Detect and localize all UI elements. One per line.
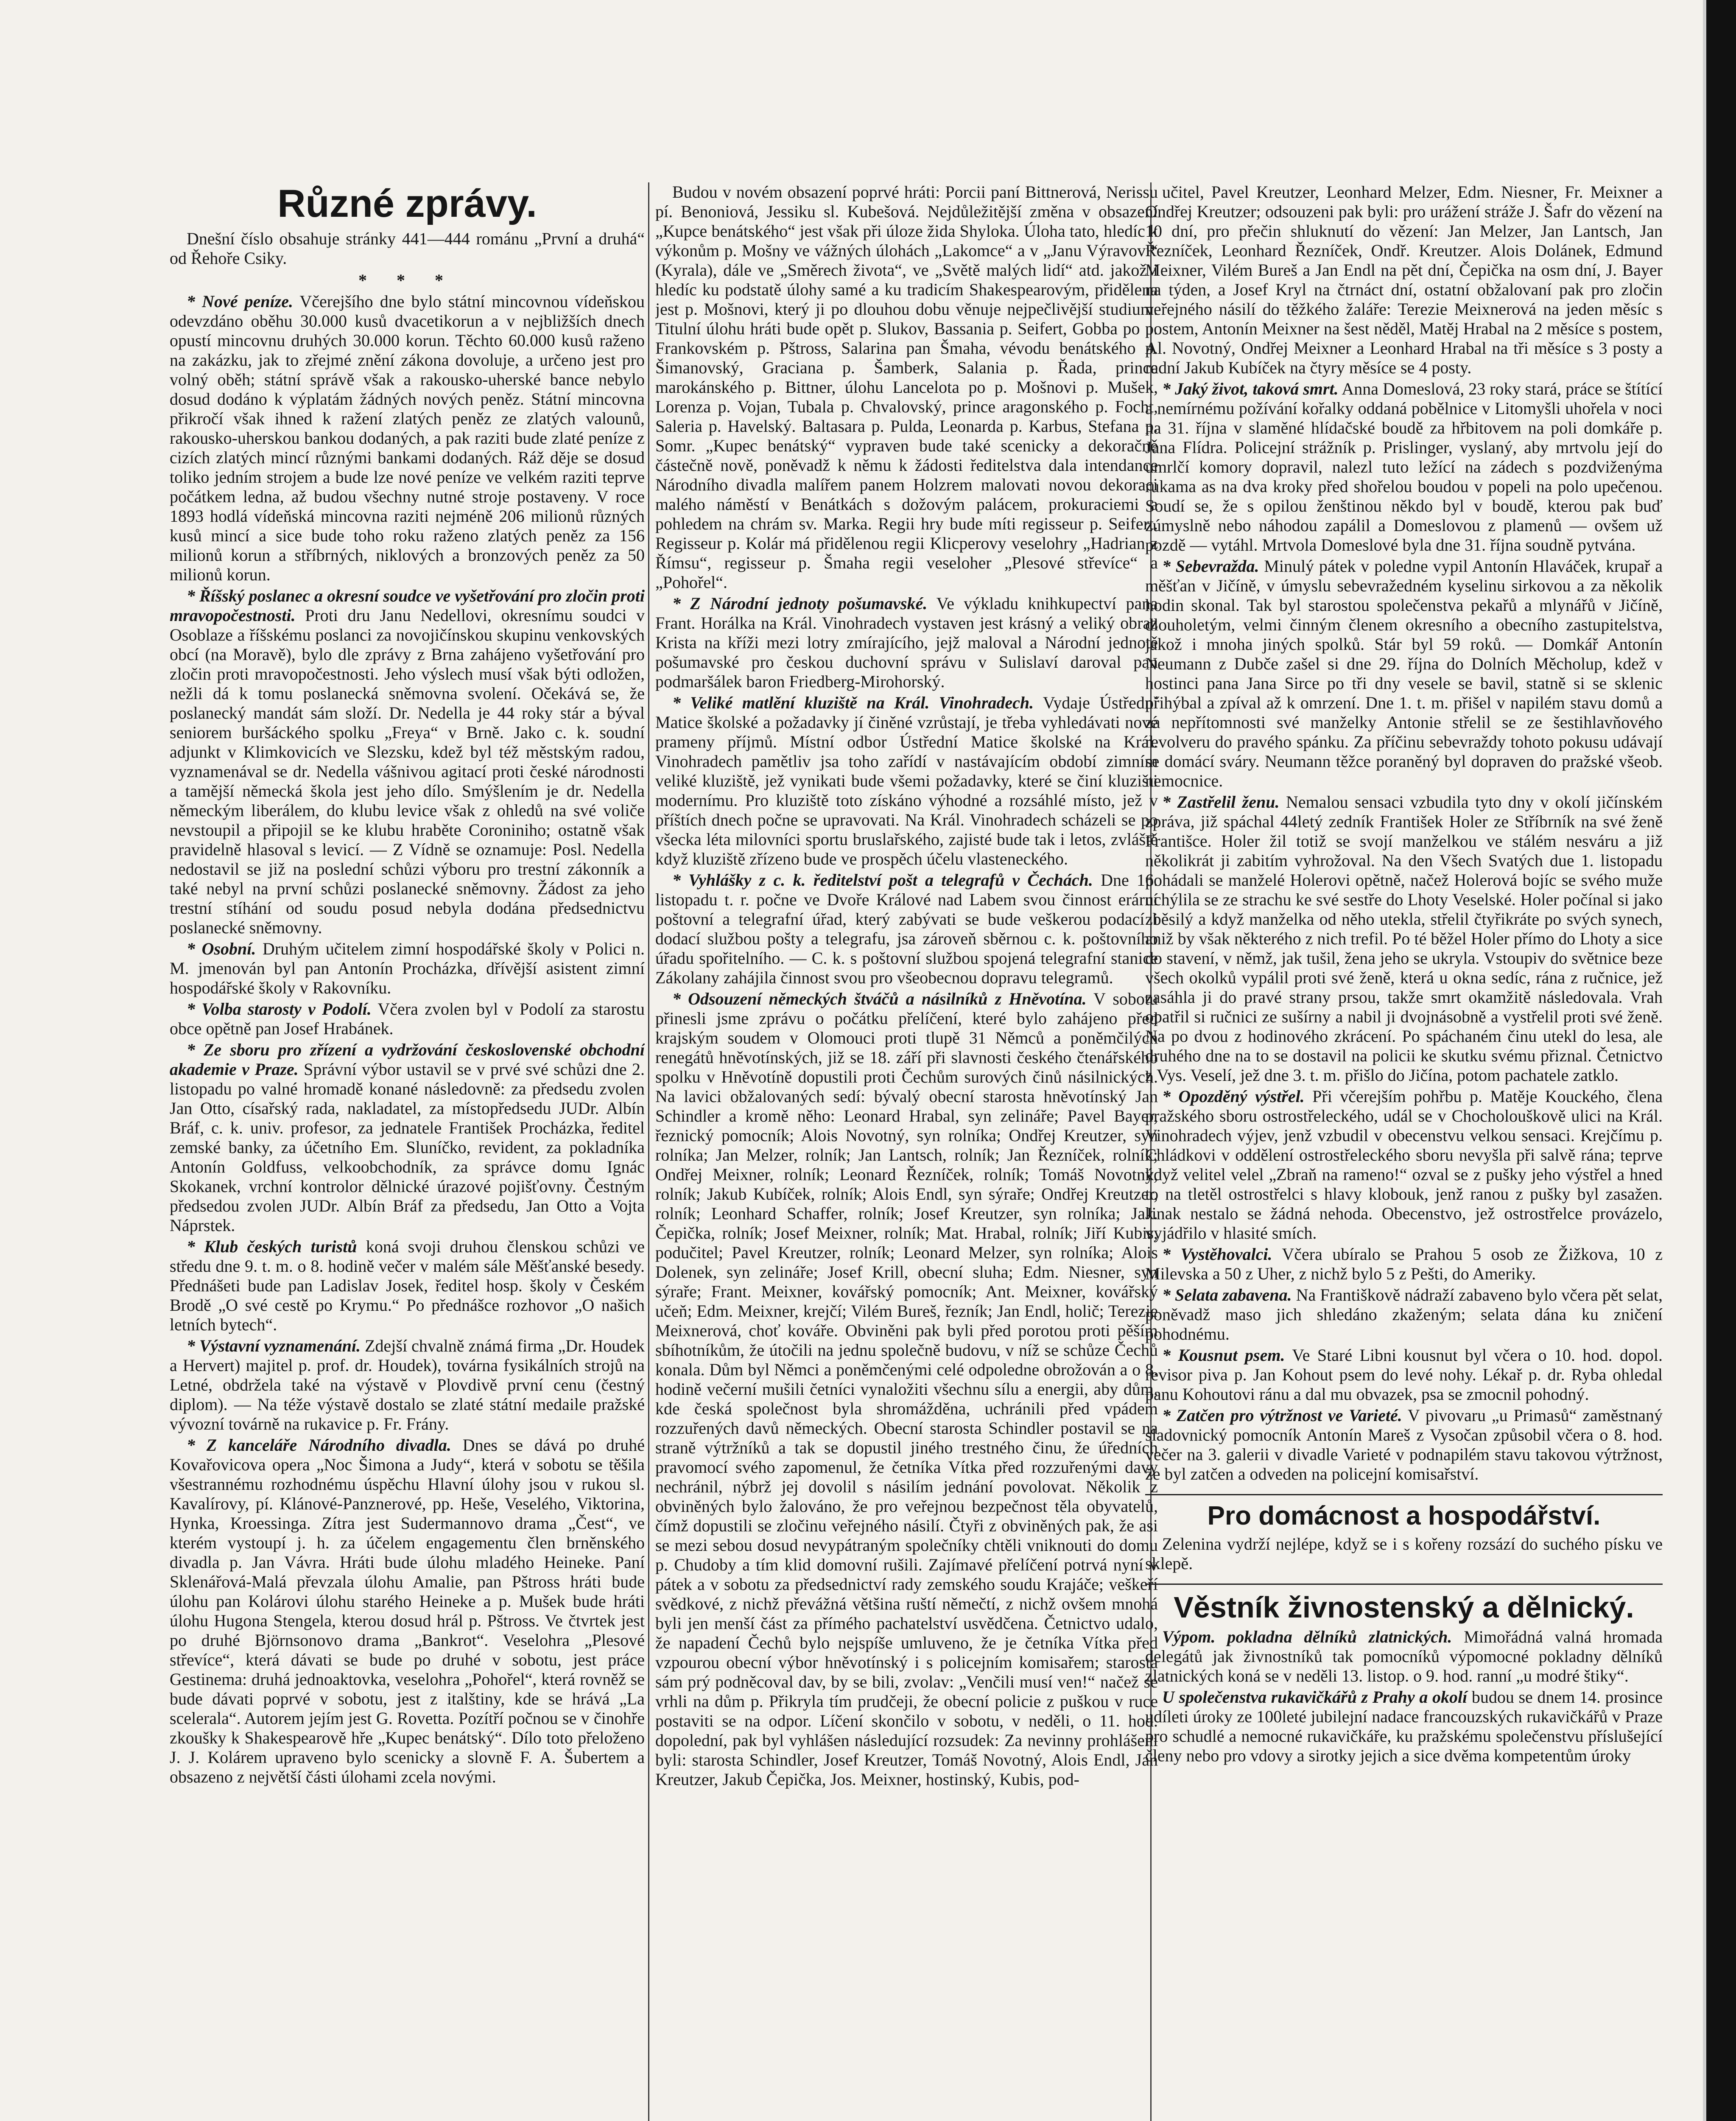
column-1 bbox=[170, 182, 645, 2121]
news-item-heading: * Opozděný výstřel. bbox=[1162, 1087, 1305, 1106]
news-item-text: Dnes se dává po druhé Kovařovicova opera „Noc Šimona a Judy“, která v sobotu se těšila všestrannému rozhodnému úspěchu Hlavní úlohy jsou v rukou sl. Kavalírovy, pí. Klánové-Panznerové, pp. Heše, Veselého, Viktorina, Hynka, Kroessinga. Zítra jest Sudermannovo drama „Čest“, ve kterém vystoupí j. h. za účelem engagementu člen brněnského divadla p. Jan Vávra. Hráti bude úlohu mladého Heineke. Paní Sklenářová-Malá převzala úlohu Amalie, pan Pštross hráti bude úlohu pan Kolárovi úlohu starého Heineke a p. Mušek bude hráti úlohu Hugona Stengela, kterou dosud hrál p. Pštross. Ve čtvrtek jest po druhé Björnsonovo drama „Bankrot“. Veselohra „Plesové střevíce“, která dávati se bude po druhé v sobotu, jest práce Gestinema: druhá jednoaktovka, veselohra „Pohořel“, která rovněž se bude dávati poprvé v sobotu, jest z italštiny, kde se hrává „La scelerala“. Autorem jejím jest G. Rovetta. Pozítří počnou se v činohře zkoušky k Shakespearově hře „Kupec benátský“. Dílo toto přeloženo J. J. Kolárem upraveno bylo scenicky a slovně F. A. Šubertem a obsazeno z největší části úlohami zcela novými. bbox=[170, 1435, 645, 1786]
news-item-text: Nemalou sensaci vzbudila tyto dny v okolí jičínském zpráva, již spáchal 44letý zedník František Holer ze Stříbrník na své ženě Františce. Holer žil totiž se svojí manželkou ve stálém nesváru a již několikrát ji zabitím vyhrožoval. Na den Všech Svatých due 1. listopadu pohádali se manželé Holerovi opětně, načež Holerová bojíc se svého muže uchýlila se ze strachu ke své sestře do Lhoty Veselské. Holer počínal si jako zběsilý a když manželka od něho utekla, střelil čtyřikráte po svých synech, aniž by však některého z nich trefil. Po té běžel Holer přímo do Lhoty a sice do stavení, v němž, jak tušil, žena jeho se ukryla. Vstoupiv do světnice beze všech okolků vypálil proti své ženě, která u okna sedíc, rána z ručnice, jež zasáhla ji do pravé strany prsou, takže smrt okamžitě následovala. Vrah opatřil si ručnici ze sušírny a nabil ji dvojnásobně a vystřelil proti své ženě. Na po dvou z hodinového zkrácení. Po spáchaném činu utekl do lesa, ale druhého dne na to se dostavil na policii ke skutku svému přiznal. Četnictvo z Vys. Veselí, jež dne 3. t. m. přišlo do Jičína, potom pachatele zatklo. bbox=[1145, 792, 1663, 1085]
news-item bbox=[1145, 1245, 1663, 1284]
news-item bbox=[1145, 557, 1663, 791]
news-item-heading: * Selata zabavena. bbox=[1162, 1285, 1292, 1304]
news-item-heading: * Odsouzení německých štváčů a násilníků z Hněvotína. bbox=[672, 989, 1087, 1008]
news-item-heading: * Jaký život, taková smrt. bbox=[1162, 379, 1339, 398]
news-item-text: Vydaje Ústřední Matice školské a požadavky jí činěné vzrůstají, je třeba vyhledávati nové prameny příjmů. Místní odbor Ústřední Matice školské na Král. Vinohradech pamětliv jsa toho zařídí v nastávajícím období zimním veliké kluziště, jež vynikati bude všemi požadavky, které se činí kluzišti modernímu. Pro kluziště toto získáno výhodné a rozsáhlé místo, jež v příštích dnech počne se upravovati. Na Král. Vinohradech scházeli se po všecka léta milovníci sportu bruslařského, zajisté bude tak i letos, zvláště když kluziště zřízeno bude ve prospěch účelu vlasteneckého. bbox=[655, 693, 1158, 868]
news-item bbox=[170, 939, 645, 998]
news-item-heading: * Ze sboru pro zřízení a vydržování československé obchodní akademie v Praze. bbox=[170, 1040, 645, 1079]
news-item bbox=[655, 870, 1158, 988]
news-item-text: Při včerejším pohřbu p. Matěje Kouckého, člena pražského sboru ostrostřeleckého, udál se v Chocholouškově ulici na Král. Vinohradech výjev, jenž vzbudil v obecenstvu velkou sensaci. Krejčímu p. Chládkovi v oddělení ostrostřeleckého sboru nevyšla při salvě rána; teprve když velitel velel „Zbraň na rameno!“ ozval se z pušky jeho výstřel a hned to na tletěl ostrostřelci s hlavy klobouk, jenž ranou z pušky byl zasažen. Jinak nestalo se žádná nehoda. Obecenstvo, jež ostrostřelce provázelo, vyjádřilo v hlasité smích. bbox=[1145, 1087, 1663, 1242]
news-item-text: V pivovaru „u Primasů“ zaměstnaný sladovnický pomocník Antonín Mareš z Vysočan způsobil včera o 8. hod. večer na 3. galerii v divadle Varieté v podnapilém stavu takovou výtržnost, že byl zatčen a odveden na policejní komisařství. bbox=[1145, 1406, 1663, 1483]
news-item bbox=[655, 182, 1158, 592]
intro-note: Dnešní číslo obsahuje stránky 441—444 románu „První a druhá“ od Řehoře Csiky. bbox=[170, 229, 645, 268]
news-item bbox=[655, 989, 1158, 1789]
column-divider bbox=[648, 182, 649, 2121]
news-item-heading: * Zatčen pro výtržnost ve Varieté. bbox=[1162, 1406, 1402, 1425]
trade-items bbox=[1145, 1627, 1663, 1766]
news-item-text: V sobotu přinesli jsme zprávu o počátku přelíčení, které bylo zahájeno před krajským soudem v Olomouci proti tlupě 31 Němců a poněmčilých renegátů hněvotínských, již se 18. září při slavnosti českého čtenářského spolku v Hněvotíně dopustili proti Čechům surových činů násilnických. Na lavici obžalovaných sedí: bývalý obecní starosta hněvotínský Jan Schindler a kromě něho: Leonard Hrabal, syn zelináře; Pavel Bayer, řeznický pomocník; Alois Novotný, syn rolníka; Ondřej Kreutzer, syn rolníka; Jan Melzer, rolník; Jan Lantsch, rolník; Jan Řezníček, rolník; Ondřej Meixner, rolník; Leonard Řezníček, rolník; Tomáš Novotný, rolník; Jakub Kubíček, rolník; Alois Endl, syn sýraře; Ondřej Kreutzer, rolník; Leonhard Schaffer, rolník; Josef Kreutzer, syn rolníka; Jak. Čepička, rolník; Josef Meixner, rolník; Mat. Hrabal, rolník; Jiří Kubis, podučitel; Pavel Kreutzer, rolník; Leonard Melzer, syn rolníka; Alois Dolenek, syn zelináře; Josef Krill, obecní sluha; Edm. Niesner, syn sýraře; Frant. Meixner, kovářský pomocník; Ant. Meixner, kovářský učeň; Edm. Meixner, krejčí; Vilém Bureš, řezník; Jan Endl, holič; Terezie Meixnerová, choť kováře. Obviněni pak byli před porotou proti pěším sbíhotníkům, že útočili na jednu společně budovu, v níž se schůze Čechů konala. Dům byl Němci a poněmčenými celé odpoledne obrožován a o 8. hodině večerní mušili četníci vynaložiti všechnu sílu a energii, aby dům, kde česká společnost byla shromážděna, uchránili před vpádem rozzuřených davů německých. Obecní starosta Schindler postavil se na straně výtržníků a tak se dopustil jiného trestného činu, že úředních pravomocí svého zapomenul, že četníka Vítka před rozzuřenými davy nechránil, nýbrž jej dovolil s násilím jednání povolovat. Několik z obviněných bylo žalováno, že pro veřejnou bezpečnost těla obyvatelů, čímž dopustili se zločinu veřejného násilí. Čtyři z obviněných pak, že asi se mezi sebou dosud nevypátraným společníky chtěli vniknouti do domu p. Chudoby a tím klid domovní rušili. Zajímavé přelíčení potrvá nyní v pátek a v sobotu za předsednictví rady zemského soudu Krajáče; veškeří svědkové, z nichž převážná většina ruští němečtí, z nichž ovšem mnohá byli jen menší část za přímého pachatelství usvědčena. Četnictvo udalo, že napadení Čechů bylo nejspíše umluveno, že je četníka Vítka před vzpourou obecní výbor hněvotínský i s policejním komisařem; starosta sám prý podněcoval dav, by se bili, zvolav: „Venčili musí ven!“ načež se vrhli na dům p. Přikryla tím prudčeji, že obecní policie z puškou v ruce postaviti se na odpor. Líčení skončilo v sobotu, v neděli, o 11. hod. dopolední, pak byl vyhlášen následující rozsudek: Za nevinny prohlášeni byli: starosta Schindler, Josef Kreutzer, Tomáš Novotný, Alois Endl, Jan Kreutzer, Jakub Čepička, Jos. Meixner, hostinský, Kubis, pod- bbox=[655, 989, 1158, 1789]
news-item bbox=[1145, 379, 1663, 555]
column-3-items bbox=[1145, 182, 1663, 1484]
news-item bbox=[1145, 1627, 1663, 1686]
news-item-text: Druhým učitelem zimní hospodářské školy v Polici n. M. jmenován byl pan Antonín Procházka, dřívější asistent zimní hospodářské školy v Rakovníku. bbox=[170, 939, 645, 997]
news-item-heading: * Vyhlášky z c. k. ředitelství pošt a telegrafů v Čechách. bbox=[672, 870, 1093, 890]
news-item-text: Včerejšího dne bylo státní mincovnou vídeňskou odevzdáno oběhu 30.000 kusů dvacetikorun a v nejbližších dnech opustí mincovnu druhých 30.000 korun. Těchto 60.000 kusů raženo na zakázku, jak to zřejmé znění zákona dovoluje, a určeno jest pro volný oběh; státní správě však a rakousko-uherské bance nebylo dosud dodáno k výplatám žádných nových peněz. Státní mincovna přikročí však ihned k ražení zlatých peněz ze zlatých valounů, rakousko-uherskou bankou dodaných, a pak raziti bude zlaté peníze z cizích zlatých mincí různými bankami dodaných. Ráž děje se dosud toliko jedním strojem a bude lze nové peníze ve velkém raziti teprve počátkem ledna, až budou všechny nutné stroje postaveny. V roce 1893 hodlá vídeňská mincovna raziti nejméně 206 milionů různých kusů mincí a sice bude toho roku raženo zlatých peněz za 156 milionů korun a stříbrných, niklových a bronzových peněz za 50 milionů korun. bbox=[170, 292, 645, 584]
news-item bbox=[170, 586, 645, 937]
news-item-text: Včera zvolen byl v Podolí za starostu obce opětně pan Josef Hrabánek. bbox=[170, 999, 645, 1038]
news-item bbox=[170, 1237, 645, 1335]
separator-stars: * * * bbox=[358, 271, 456, 290]
news-item-text: Ve výkladu knihkupectví pana Frant. Horálka na Král. Vinohradech vystaven jest krásný a veliký obraz Krista na kříži mezi lotry zmírajícího, jejž maloval a Národní jednotě pošumavské pro českou duchovní správu v Sulislaví daroval pan podmaršálek baron Friedberg-Mirohorský. bbox=[655, 594, 1158, 691]
news-item-text: Zelenina vydrží nejlépe, když se i s kořeny rozsází do suchého písku ve sklepě. bbox=[1145, 1534, 1663, 1573]
news-item bbox=[170, 1336, 645, 1434]
news-item bbox=[170, 999, 645, 1038]
news-item-text: Zdejší chvalně známá firma „Dr. Houdek a Hervert) majitel p. prof. dr. Houdek), továrna fysikálních strojů na Letné, obdržela také na výstavě v Plovdivě první cenu (čestný diplom). — Na téže výstavě dostalo se zlaté státní medaile pražské vývozní továrně na rukavice p. Fr. Frány. bbox=[170, 1336, 645, 1433]
column-1-items bbox=[170, 292, 645, 1787]
news-item bbox=[1145, 792, 1663, 1085]
column-2-items bbox=[655, 182, 1158, 1789]
news-item bbox=[655, 693, 1158, 869]
page-edge-dark bbox=[1706, 0, 1736, 2121]
news-item-heading: * Z kanceláře Národního divadla. bbox=[187, 1435, 451, 1455]
news-item-heading: U společenstva rukavičkářů z Prahy a okolí bbox=[1162, 1687, 1468, 1707]
news-item bbox=[170, 292, 645, 585]
news-item-heading: * Nové peníze. bbox=[187, 292, 293, 311]
news-item bbox=[170, 1435, 645, 1787]
news-item-heading: * Zastřelil ženu. bbox=[1162, 792, 1280, 811]
news-item bbox=[1145, 1087, 1663, 1243]
news-item-heading: * Klub českých turistů bbox=[187, 1237, 357, 1256]
news-item-heading: * Říšský poslanec a okresní soudce ve vyšetřování pro zločin proti mravopočestnosti. bbox=[170, 586, 645, 625]
news-item-heading: * Sebevražda. bbox=[1162, 557, 1259, 576]
news-item bbox=[1145, 1406, 1663, 1484]
news-item-heading: * Volba starosty v Podolí. bbox=[187, 999, 372, 1019]
news-item bbox=[1145, 1687, 1663, 1766]
news-item bbox=[1145, 182, 1663, 378]
news-item-heading: * Výstavní vyznamenání. bbox=[187, 1336, 361, 1355]
news-item-text: koná svoji druhou členskou schůzi ve středu dne 9. t. m. o 8. hodině večer v malém sále Měšťanské besedy. Přednášeti bude pan Ladislav Josek, ředitel hosp. školy v Českém Brodě „O své cestě po Krymu.“ Po přednášce rozhovor „O našich letních bytech“. bbox=[170, 1237, 645, 1334]
column-2 bbox=[655, 182, 1158, 2121]
news-item-text: Ve Staré Libni kousnut byl včera o 10. hod. dopol. revisor piva p. Jan Kohout psem do levé nohy. Lékař p. dr. Ryba ohledal panu Kohoutovi ránu a dal mu obvazek, psa se zmocnil pohodný. bbox=[1145, 1346, 1663, 1404]
news-item bbox=[655, 594, 1158, 691]
news-item-heading: * Z Národní jednoty pošumavské. bbox=[672, 594, 928, 613]
household-items bbox=[1145, 1534, 1663, 1573]
news-item-text: Na Františkově nádraží zabaveno bylo včera pět selat, poněvadž maso jich shledáno zkaženým; selata dána ku zničení pohodnému. bbox=[1145, 1285, 1663, 1343]
news-item bbox=[1145, 1346, 1663, 1404]
news-item-text: Včera ubíralo se Prahou 5 osob ze Žižkova, 10 z Milevska a 50 z Uher, z nichž bylo 5 z Pešti, do Ameriky. bbox=[1145, 1245, 1663, 1283]
news-item-heading: * Veliké matlění kluziště na Král. Vinohradech. bbox=[672, 693, 1034, 712]
news-item-text: Dne 16. listopadu t. r. počne ve Dvoře Králové nad Labem svou činnost erární poštovní a telegrafní úřad, který zabývati se bude veškerou podací i dodací službou pošty a telegrafu, jsa zároveň sběrnou c. k. poštovního úřadu spořitelního. — C. k. s poštovní službou spojená telegrafní stanice Zákolany zahájila činnost svou pro všeobecnou dopravu telegramů. bbox=[655, 870, 1158, 987]
news-item-text: Mimořádná valná hromada delegátů jak živnostníků tak pomocníků výpomocné pokladny dělníků zlatnických koná se v neděli 13. listop. o 9. hod. ranní „u modré štiky“. bbox=[1145, 1627, 1663, 1685]
news-item-text: Minulý pátek v poledne vypil Antonín Hlaváček, krupař a měšťan v Jičíně, v úmyslu sebevražedném kyselinu sirkovou a za několik hodin skonal. Tak byl starostou společenstva pekařů a mlynářů v Jičíně, dlouholetým, velmi činným členem okresního a obecního zastupitelstva, jakož i mnoha jiných spolků. Stár byl 59 roků. — Domkář Antonín Neumann z Dubče zašel si dne 29. října do Dolních Měcholup, kdež v hostinci pana Jana Sirce po tři dny vesele se bavil, statně si se sklenic přihýbal a zpíval až k omrzení. Dne 1. t. m. přišel v napilém stavu domů a za nepřítomnosti své manželky Antonie střelil se ze šestihlavňového revolveru do pravého spánku. Za příčinu sebevraždy tohoto pokusu udávají se domácí sváry. Neumann těžce poraněný byl dopraven do pražské všeob. nemocnice. bbox=[1145, 557, 1663, 790]
column-3 bbox=[1145, 182, 1663, 2121]
news-item bbox=[1145, 1285, 1663, 1344]
news-item-text: Anna Domeslová, 23 roky stará, práce se štítící a nemírnému požívání kořalky oddaná pobělnice v Litomyšli uhořela v noci na 31. října v slaměné hlídačské boudě za hřbitovem na poli domkáře p. Jana Flídra. Policejní strážník p. Prislinger, vyslaný, aby mrtvolu její do umrlčí komory dopravil, nalezl tuto ležící na zádech s pozdviženýma rukama as na dva kroky před shořelou boudou v popeli na polo upečenou. Soudí se, že s opilou ženštinou někdo byl v boudě, kterou pak buď zúmyslně nebo náhodou zapálil a Domeslovou z plamenů — ovšem už pozdě — vytáhl. Mrtvola Domeslové byla dne 31. října soudně pytvána. bbox=[1145, 379, 1663, 554]
trade-section-title: Věstník živnostenský a dělnický. bbox=[1145, 1584, 1663, 1624]
news-item-text: Proti dru Janu Nedellovi, okresnímu soudci v Osoblaze a říšskému poslanci za novojičínskou skupinu venkovských obcí (na Moravě), bylo dle zprávy z Brna zahájeno vyšetřování pro zločin proti mravopočestnosti. Jeho výslech musí však býti odložen, nežli dá k tomu poslanecká sněmovna svolení. Očekává se, že poslanecký mandát sám složí. Dr. Nedella je 44 roky stár a býval seniorem buršáckého spolku „Freya“ v Brně. Jako c. k. soudní adjunkt v Klimkovicích ve Slezsku, kdež byl též městským radou, vyznamenával se dr. Nedella vášnivou agitací proti české národnosti a tamější německá škola jest jeho dílo. Smýšlením je dr. Nedella německým liberálem, do klubu levice však z ohledů na své voliče nevstoupil a připojil se ke klubu hraběte Coroniniho; ostatně však pravidelně hlasoval s levicí. — Z Vídně se oznamuje: Posl. Nedella nedostavil se již na poslední schůzi výboru pro trestní zákonník a také nebyl na první schůzi poslanecké sněmovny. Žádost za jeho trestní stíhání od soudu posud nebyla dodána předsednictvu poslanecké sněmovny. bbox=[170, 606, 645, 937]
news-item-heading: * Kousnut psem. bbox=[1162, 1346, 1285, 1365]
household-section-title: Pro domácnost a hospodářství. bbox=[1145, 1494, 1663, 1531]
news-item-heading: Výpom. pokladna dělníků zlatnických. bbox=[1162, 1627, 1452, 1646]
news-item bbox=[170, 1040, 645, 1235]
news-item-text: Budou v novém obsazení poprvé hráti: Porcii paní Bittnerová, Nerissu pí. Benoniová, Jessiku sl. Kubešová. Nejdůležitější změna v obsazení „Kupce benátského“ jest však při úloze žida Shyloka. Úloha tato, hledíc k výkonům p. Mošny ve vážných úlohách „Lakomce“ a v „Janu Výravovi“ (Kyrala), dále ve „Směrech života“, ve „Světě malých lidí“ atd. jakož i hledíc ku podstatě úlohy samé a ku tradicím Shakespearovým, přidělena jest p. Mošnovi, který ji po dlouhou dobu věnuje nejpečlivější studium. Titulní úlohu hráti bude opět p. Slukov, Bassania p. Seifert, Gobba po p. Frankovském p. Pštross, Salarina pan Šmaha, vévodu benátského p. Šimanovský, Graciana p. Šamberk, Salania p. Řada, prince marokánského p. Bittner, úlohu Lancelota po p. Mošnovi p. Mušek, Lorenza p. Vojan, Tubala p. Chvalovský, prince aragonského p. Focht, Saleria p. Havelský. Baltasara p. Pulda, Leonarda p. Karbus, Stefana p. Somr. „Kupec benátský“ vypraven bude také scenicky a dekoračně částečně nově, poněvadž k němu k žádosti ředitelstva dala intendance Národního divadla malířem panem Holzrem malovati novou dekoraci malého náměstí v Benátkách s dožovým palácem, prokuraciemi a pohledem na chrám sv. Marka. Regii hry bude míti regisseur p. Seifert. Regisseur p. Kolár má přidělenou regii Klicperovy veselohry „Hadrian z Římsu“, regisseur p. Šmaha regii veseloher „Plesové střevíce“ a „Pohořel“. bbox=[655, 182, 1158, 592]
news-item-heading: * Vystěhovalci. bbox=[1162, 1245, 1272, 1264]
section-title: Různé zprávy. bbox=[277, 182, 537, 225]
news-item bbox=[1145, 1534, 1663, 1573]
news-item-text: Správní výbor ustavil se v prvé své schůzi dne 2. listopadu po valné hromadě konané následovně: za předsedu zvolen Jan Otto, císařský rada, nakladatel, za místopředsedu JUDr. Albín Bráf, c. k. univ. profesor, za jednatele František Procházka, ředitel zemské banky, za účetního Em. Sluníčko, revident, za pokladníka Antonín Goldfuss, velkoobchodník, za správce domu Ignác Skokanek, vrchní kontrolor dělnické úrazové pojišťovny. Čestným předsedou zvolen JUDr. Albín Bráf za předsedu, Jan Otto a Vojta Náprstek. bbox=[170, 1060, 645, 1235]
news-item-text: učitel, Pavel Kreutzer, Leonhard Melzer, Edm. Niesner, Fr. Meixner a Ondřej Kreutzer; odsouzeni pak byli: pro urážení stráže J. Šafr do vězení na 10 dní, pro přečin shluknutí do vězení: Jan Melzer, Jan Lantsch, Jan Řezníček, Leonhard Řezníček, Ondř. Kreutzer. Alois Dolánek, Edmund Meixner, Vilém Bureš a Jan Endl na pět dní, Čepička na osm dní, J. Bayer na týden, a Josef Kryl na čtrnáct dní, ostatní obžalovaní pak pro zločin veřejného násilí do těžkého žaláře: Terezie Meixnerová na jeden měsíc s postem, Antonín Meixner na šest něděl, Matěj Hrabal na 2 měsíce s postem, Al. Novotný, Ondřej Meixner a Leonhard Hrabal na tři měsíce s 3 posty a radní Jakub Kubíček na čtyry měsíce se 4 posty. bbox=[1145, 182, 1663, 377]
news-item-heading: * Osobní. bbox=[187, 939, 256, 958]
page-edge bbox=[1703, 0, 1706, 2121]
news-item-text: budou se dnem 14. prosince udíleti úroky ze 100leté jubilejní nadace francouzských rukavičkářů v Praze pro schudlé a nemocné rukavičkáře, ku pražskému společenstvu příslušející členy nebo pro vdovy a sirotky jejich a sice dvěma kompetentům úroky bbox=[1145, 1687, 1663, 1765]
